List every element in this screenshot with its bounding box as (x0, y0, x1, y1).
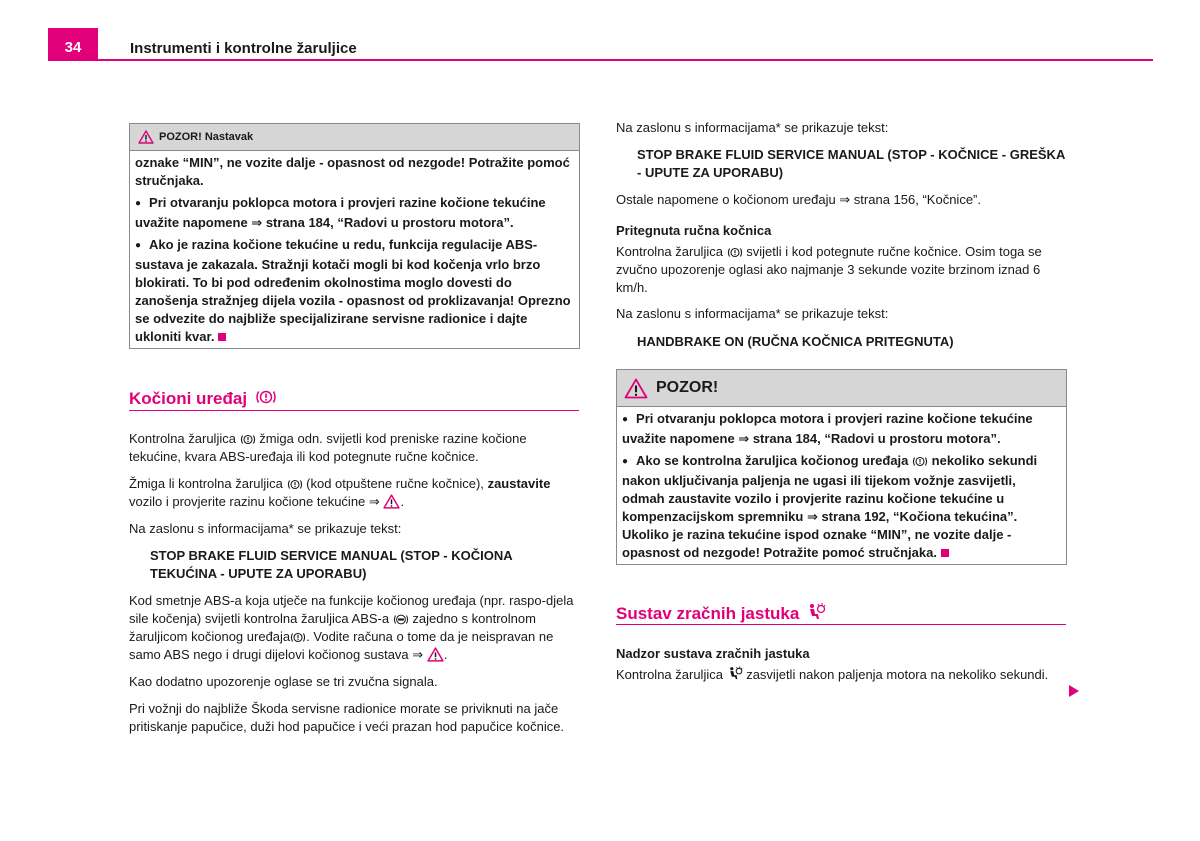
warning-triangle-icon (427, 647, 444, 662)
text: Kontrolna žaruljica (616, 244, 723, 259)
text: vozilo i provjerite razinu kočione tekućine (129, 494, 366, 509)
warning-triangle-icon (138, 130, 154, 144)
section-title-brake (129, 389, 277, 408)
next-page-arrow-icon (1068, 684, 1080, 698)
airbag-icon (806, 603, 826, 621)
warning-text: oznake “MIN”, ne vozite dalje - opasnost od nezgode! Potražite pomoć stručnjaka. (135, 155, 570, 188)
warning-triangle-icon (383, 494, 400, 509)
brake-paragraph-3: Na zaslonu s informacijama* se prikazuje tekst: (129, 521, 402, 536)
right-paragraph-1: Na zaslonu s informacijama* se prikazuje tekst: (616, 120, 889, 135)
subheading-airbag: Nadzor sustava zračnih jastuka (616, 646, 810, 661)
warning-box-head (617, 370, 1066, 407)
airbag-icon (727, 666, 743, 681)
warning-bullet-text: nekoliko sekundi nakon uključivanja paljenja ne ugasi ili tijekom vožnje zasvijetli, odmah zaustavite vozilo i provjerite razinu kočione tekućine u kompenzacijskom spremniku ⇒ strana 192, “Kočiona tekućina”. Ukoliko je razina tekućine ispod oznake “MIN”, ne vozite dalje - opasnost od nezgode! Potražite pomoć stručnjaka. (622, 453, 1038, 560)
section-title-text: Sustav zračnih jastuka (616, 604, 800, 623)
text: žmiga odn. svijetli kod preniske razine kočione tekućine, kvara ABS-uređaja ili kod potegnute ručne kočnice. (129, 431, 527, 464)
airbag-paragraph (616, 666, 1066, 684)
right-paragraph-3 (616, 243, 1066, 297)
subheading-handbrake: Pritegnuta ručna kočnica (616, 223, 772, 238)
text: Kontrolna žaruljica (616, 667, 723, 682)
display-message-1: STOP BRAKE FLUID SERVICE MANUAL (STOP - KOČIONA TEKUĆINA - UPUTE ZA UPORABU) (150, 548, 513, 581)
text: (kod otpuštene ručne kočnice), (306, 476, 484, 491)
warning-box-continued (129, 123, 580, 349)
header-title: Instrumenti i kontrolne žaruljice (130, 40, 357, 57)
right-paragraph-4: Na zaslonu s informacijama* se prikazuje tekst: (616, 306, 889, 321)
warning-bullet (622, 410, 1061, 448)
section-rule (616, 624, 1066, 625)
warning-bullet-text: Ako se kontrolna žaruljica kočionog uređaja (636, 453, 909, 468)
reference-arrow: ⇒ (412, 648, 424, 663)
right-paragraph-2: Ostale napomene o kočionom uređaju ⇒ strana 156, “Kočnice”. (616, 192, 981, 207)
brake-warning-icon (290, 631, 306, 644)
brake-paragraph-1 (129, 430, 579, 466)
warning-box-head-label: POZOR! (656, 379, 719, 396)
display-message-2: STOP BRAKE FLUID SERVICE MANUAL (STOP - KOČNICE - GREŠKA - UPUTE ZA UPORABU) (637, 147, 1065, 180)
text: zasvijetli nakon paljenja motora na nekoliko sekundi. (746, 667, 1049, 682)
end-mark-icon (218, 333, 226, 341)
warning-bullet-text: Pri otvaranju poklopca motora i provjeri razine kočione tekućine uvažite napomene ⇒ strana 184, “Radovi u prostoru motora”. (622, 411, 1033, 446)
warning-box-body (130, 151, 579, 348)
warning-bullet (622, 452, 1061, 562)
brake-warning-icon (287, 478, 303, 491)
warning-bullet (135, 236, 574, 346)
warning-bullet-text: Ako je razina kočione tekućine u redu, funkcija regulacije ABS-sustava je zakazala. Stražnji kotači mogli bi kod kočenja vrlo brzo blokirati. To bi pod određenim okolnostima moglo dovesti do zanošenja stražnjeg dijela vozila - opasnost od proklizavanja! Oprezno se odvezite do najbliže specijalizirane servisne radionice i dajte ukloniti kvar. (135, 237, 571, 344)
warning-box-body (617, 407, 1066, 564)
brake-warning-icon (240, 433, 256, 446)
text: zajedno s kontrolnom žaruljicom kočionog uređaja (129, 611, 536, 644)
brake-paragraph-2: Žmiga li kontrolna žaruljica (kod otpuštene ručne kočnice), zaustavite vozilo i provjerite razinu kočione tekućine ⇒ . (129, 476, 551, 510)
brake-warning-icon (255, 389, 277, 405)
section-rule (129, 410, 579, 411)
brake-warning-icon (912, 455, 928, 468)
warning-bullet-text: Pri otvaranju poklopca motora i provjeri razine kočione tekućine uvažite napomene ⇒ strana 184, “Radovi u prostoru motora”. (135, 195, 546, 230)
end-mark-icon (941, 549, 949, 557)
warning-box-head (130, 124, 579, 151)
text-bold: zaustavite (487, 476, 551, 491)
brake-paragraph-5: Kao dodatno upozorenje oglase se tri zvučna signala. (129, 674, 438, 689)
text: Žmiga li kontrolna žaruljica (129, 476, 283, 491)
text: svijetli i kod potegnute ručne kočnice. Osim toga se zvučno upozorenje oglasi ako najmanje 3 sekunde vozite brzinom iznad 6 km/h. (616, 244, 1042, 295)
page-number: 34 (64, 39, 82, 56)
section-title-airbag (616, 603, 826, 623)
warning-box-head-label: POZOR! Nastavak (159, 131, 254, 143)
text: . Vodite računa o tome da je neispravan ne samo ABS nego i drugi dijelovi kočionog sustava (129, 629, 554, 662)
brake-warning-icon (727, 246, 743, 259)
warning-box (616, 369, 1067, 565)
abs-icon (393, 613, 409, 626)
warning-triangle-icon (624, 378, 648, 399)
text: Kontrolna žaruljica (129, 431, 236, 446)
warning-bullet (135, 194, 574, 232)
text: Kod smetnje ABS-a koja utječe na funkcije kočionog uređaja (npr. raspo-djela sile kočenja) svijetli kontrolna žaruljica ABS-a (129, 593, 574, 626)
header-rule (48, 59, 1153, 61)
brake-paragraph-6: Pri vožnji do najbliže Škoda servisne radionice morate se priviknuti na jače pritiskanje papučice, duži hod papučice i veći prazan hod papučice kočnice. (129, 701, 565, 734)
section-title-text: Kočioni uređaj (129, 389, 248, 408)
display-message-3: HANDBRAKE ON (RUČNA KOČNICA PRITEGNUTA) (637, 334, 954, 349)
brake-paragraph-4: Kod smetnje ABS-a koja utječe na funkcije kočionog uređaja (npr. raspo-djela sile kočenja) svijetli kontrolna žaruljica ABS-a zajedno s kontrolnom žaruljicom kočionog uređaja . Vodite računa o tome da je neispravan ne samo ABS nego i drugi dijelovi kočionog sustava ⇒ . (129, 593, 574, 663)
reference-arrow: ⇒ (368, 495, 380, 510)
